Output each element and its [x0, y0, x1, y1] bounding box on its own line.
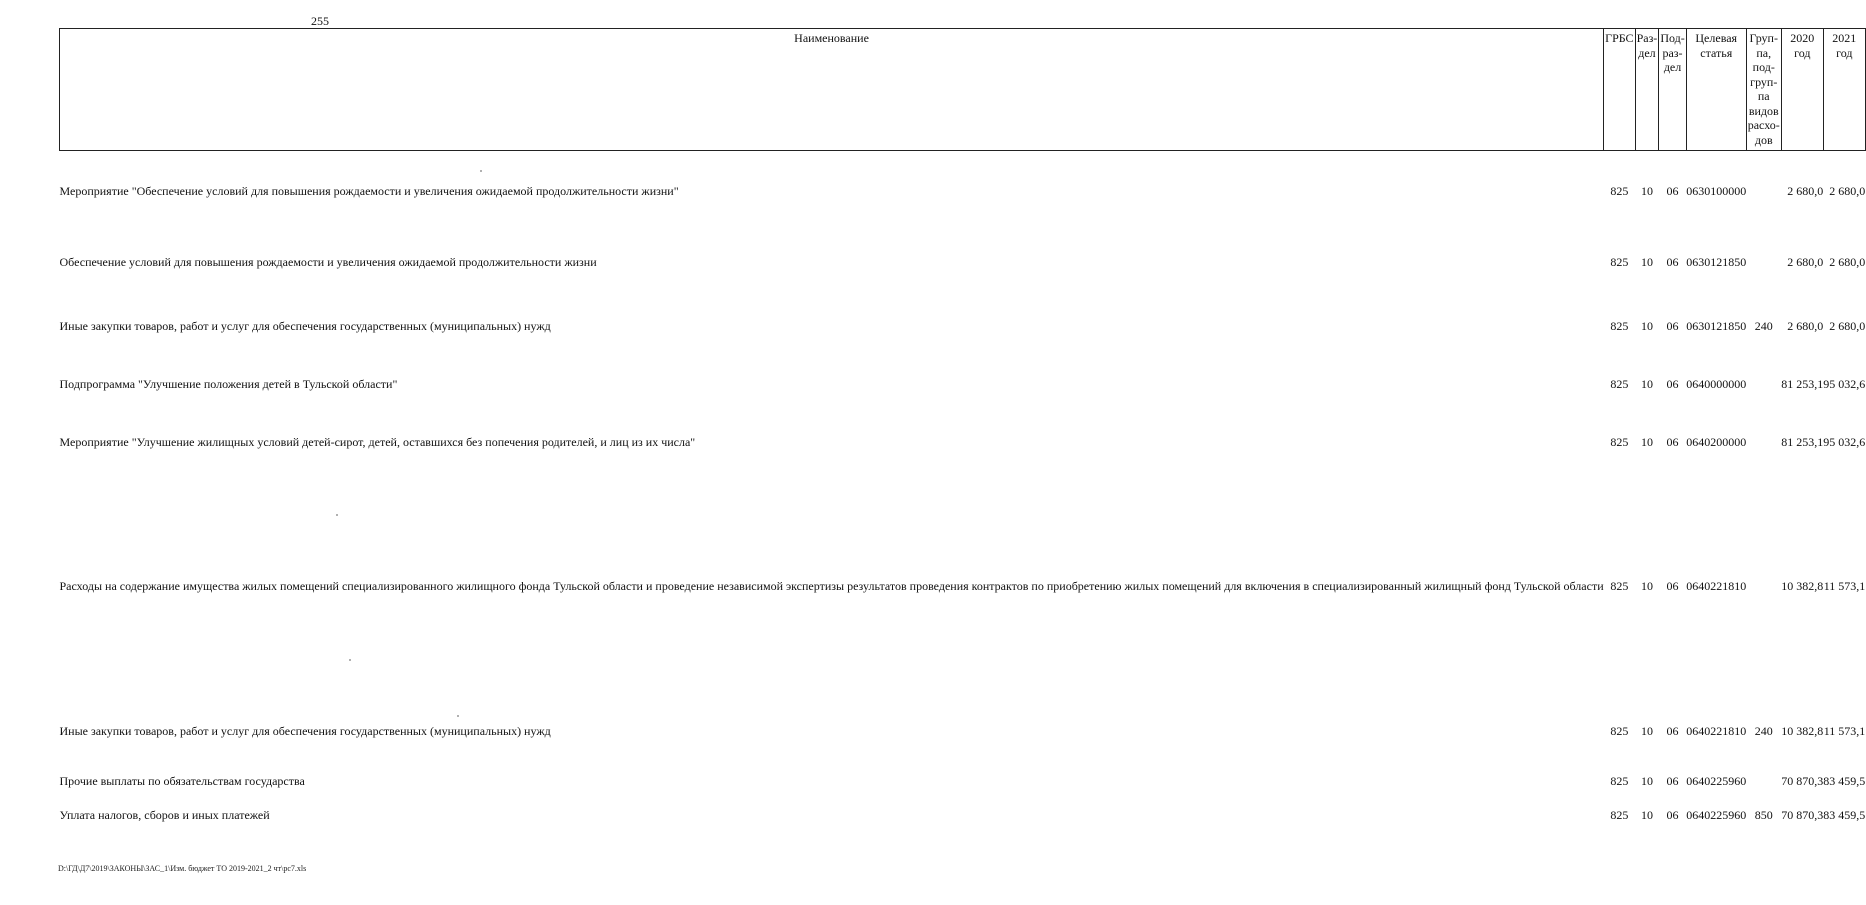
row-target-event: 02 — [1704, 774, 1717, 789]
row-name: Обеспечение условий для повышения рождаемости и увеличения ожидаемой продолжительности жизни — [59, 255, 597, 270]
row-2020: 81 253,1 — [1781, 435, 1824, 450]
row-section: 10 — [1640, 774, 1653, 789]
row-target-subprogram: 4 — [1698, 579, 1705, 594]
row-name: Расходы на содержание имущества жилых помещений специализированного жилищного фонда Тульской области и проведение независимой экспертизы результатов проведения контрактов по приобретению жилых помещений для включения в специализированный жилищный фонд Тульской области — [59, 579, 1604, 594]
row-target-program: 06 — [1686, 319, 1699, 334]
row-2021: 95 032,6 — [1823, 377, 1866, 392]
row-target-event: 02 — [1704, 435, 1717, 450]
row-section: 10 — [1640, 435, 1653, 450]
row-section: 10 — [1640, 724, 1653, 739]
row-target-program: 06 — [1686, 579, 1699, 594]
row-grbs: 825 — [1610, 319, 1629, 334]
row-name: Подпрограмма "Улучшение положения детей в Тульской области" — [59, 377, 398, 392]
row-2020: 70 870,3 — [1781, 808, 1824, 823]
table-row — [60, 475, 1866, 699]
row-grbs: 825 — [1610, 579, 1629, 594]
row-section: 10 — [1640, 808, 1653, 823]
row-target-event: 00 — [1704, 377, 1717, 392]
row-grbs: 825 — [1610, 808, 1629, 823]
row-section: 10 — [1640, 183, 1653, 198]
header-name: Наименование — [60, 29, 1604, 151]
row-target-direction: 25960 — [1716, 774, 1747, 789]
row-subsection: 06 — [1666, 579, 1679, 594]
row-2020: 10 382,8 — [1781, 579, 1824, 594]
row-name: Иные закупки товаров, работ и услуг для обеспечения государственных (муниципальных) нужд — [59, 724, 551, 739]
row-target-subprogram: 3 — [1698, 319, 1705, 334]
row-target-direction: 21850 — [1716, 255, 1747, 270]
scan-speck — [336, 514, 338, 516]
row-target-subprogram: 4 — [1698, 377, 1705, 392]
row-target-program: 06 — [1686, 724, 1699, 739]
row-2021: 2 680,0 — [1829, 255, 1866, 270]
row-target-event: 01 — [1704, 183, 1717, 198]
row-expense-group: 240 — [1754, 319, 1773, 334]
header-2021: 2021 год — [1823, 29, 1865, 151]
header-row — [60, 29, 1866, 151]
row-target-direction: 25960 — [1716, 808, 1747, 823]
row-section: 10 — [1640, 579, 1653, 594]
row-subsection: 06 — [1666, 435, 1679, 450]
row-name: Мероприятие "Улучшение жилищных условий детей-сирот, детей, оставшихся без попечения родителей, и лиц из их числа" — [59, 435, 696, 450]
row-target-subprogram: 4 — [1698, 435, 1705, 450]
row-2021: 2 680,0 — [1829, 319, 1866, 334]
row-2021: 11 573,1 — [1823, 724, 1866, 739]
table-row — [60, 359, 1866, 411]
row-2020: 2 680,0 — [1787, 319, 1824, 334]
row-subsection: 06 — [1666, 377, 1679, 392]
row-target-event: 02 — [1704, 724, 1717, 739]
row-target-program: 06 — [1686, 183, 1699, 198]
row-section: 10 — [1640, 255, 1653, 270]
row-target-subprogram: 4 — [1698, 724, 1705, 739]
row-name: Прочие выплаты по обязательствам государства — [59, 774, 305, 789]
row-section: 10 — [1640, 377, 1653, 392]
row-grbs: 825 — [1610, 724, 1629, 739]
row-2021: 83 459,5 — [1823, 808, 1866, 823]
row-name: Иные закупки товаров, работ и услуг для обеспечения государственных (муниципальных) нужд — [59, 319, 551, 334]
row-expense-group — [1746, 151, 1781, 231]
header-subsection: Под-раз-дел — [1659, 29, 1686, 151]
row-expense-group — [1746, 231, 1781, 295]
row-target-subprogram: 4 — [1698, 774, 1705, 789]
header-target: Целевая статья — [1686, 29, 1746, 151]
row-grbs: 825 — [1610, 255, 1629, 270]
row-target-direction: 00000 — [1716, 183, 1747, 198]
header-2020: 2020 год — [1781, 29, 1823, 151]
row-subsection: 06 — [1666, 774, 1679, 789]
budget-table — [59, 28, 1866, 833]
row-subsection: 06 — [1666, 183, 1679, 198]
row-grbs: 825 — [1610, 774, 1629, 789]
row-target-subprogram: 3 — [1698, 183, 1705, 198]
row-expense-group — [1746, 359, 1781, 411]
scan-speck — [480, 170, 482, 172]
scan-speck — [349, 659, 351, 661]
header-section: Раз-дел — [1635, 29, 1659, 151]
row-target-direction: 00000 — [1716, 377, 1747, 392]
row-section: 10 — [1640, 319, 1653, 334]
file-path-footer: D:\ГД\Д7\2019\ЗАКОНЫ\ЗАС_1\Изм. бюджет ТО 2019-2021_2 чт\рс7.xls — [58, 864, 307, 873]
header-expense-group: Груп-па, под-груп-па видов расхо-дов — [1746, 29, 1781, 151]
table-row — [60, 295, 1866, 359]
page-number: 255 — [311, 14, 329, 28]
table-row — [60, 151, 1866, 231]
row-subsection: 06 — [1666, 255, 1679, 270]
row-2021: 95 032,6 — [1823, 435, 1866, 450]
table-row — [60, 765, 1866, 799]
row-2020: 2 680,0 — [1787, 255, 1824, 270]
table-row — [60, 799, 1866, 833]
row-expense-group: 850 — [1754, 808, 1773, 823]
row-grbs: 825 — [1610, 435, 1629, 450]
row-expense-group — [1746, 475, 1781, 699]
row-target-program: 06 — [1686, 377, 1699, 392]
row-target-subprogram: 4 — [1698, 808, 1705, 823]
row-target-event: 02 — [1704, 579, 1717, 594]
table-row — [60, 231, 1866, 295]
row-target-direction: 21810 — [1716, 724, 1747, 739]
row-target-event: 01 — [1704, 255, 1717, 270]
row-name: Мероприятие "Обеспечение условий для повышения рождаемости и увеличения ожидаемой продолжительности жизни" — [59, 183, 679, 198]
row-target-program: 06 — [1686, 255, 1699, 270]
row-2021: 2 680,0 — [1829, 183, 1866, 198]
row-target-program: 06 — [1686, 808, 1699, 823]
scan-speck — [457, 715, 459, 717]
row-target-event: 01 — [1704, 319, 1717, 334]
row-2020: 81 253,1 — [1781, 377, 1824, 392]
row-target-direction: 21850 — [1716, 319, 1747, 334]
row-2020: 2 680,0 — [1787, 183, 1824, 198]
row-expense-group — [1746, 765, 1781, 799]
row-expense-group — [1746, 411, 1781, 475]
row-name: Уплата налогов, сборов и иных платежей — [59, 808, 270, 823]
table-row — [60, 699, 1866, 765]
row-subsection: 06 — [1666, 319, 1679, 334]
row-2021: 11 573,1 — [1823, 579, 1866, 594]
row-target-subprogram: 3 — [1698, 255, 1705, 270]
row-target-direction: 21810 — [1716, 579, 1747, 594]
row-target-program: 06 — [1686, 774, 1699, 789]
row-subsection: 06 — [1666, 724, 1679, 739]
header-grbs: ГРБС — [1604, 29, 1635, 151]
row-2021: 83 459,5 — [1823, 774, 1866, 789]
row-target-program: 06 — [1686, 435, 1699, 450]
row-grbs: 825 — [1610, 377, 1629, 392]
row-grbs: 825 — [1610, 183, 1629, 198]
row-subsection: 06 — [1666, 808, 1679, 823]
table-row — [60, 411, 1866, 475]
row-2020: 70 870,3 — [1781, 774, 1824, 789]
row-expense-group: 240 — [1754, 724, 1773, 739]
row-target-event: 02 — [1704, 808, 1717, 823]
row-2020: 10 382,8 — [1781, 724, 1824, 739]
row-target-direction: 00000 — [1716, 435, 1747, 450]
